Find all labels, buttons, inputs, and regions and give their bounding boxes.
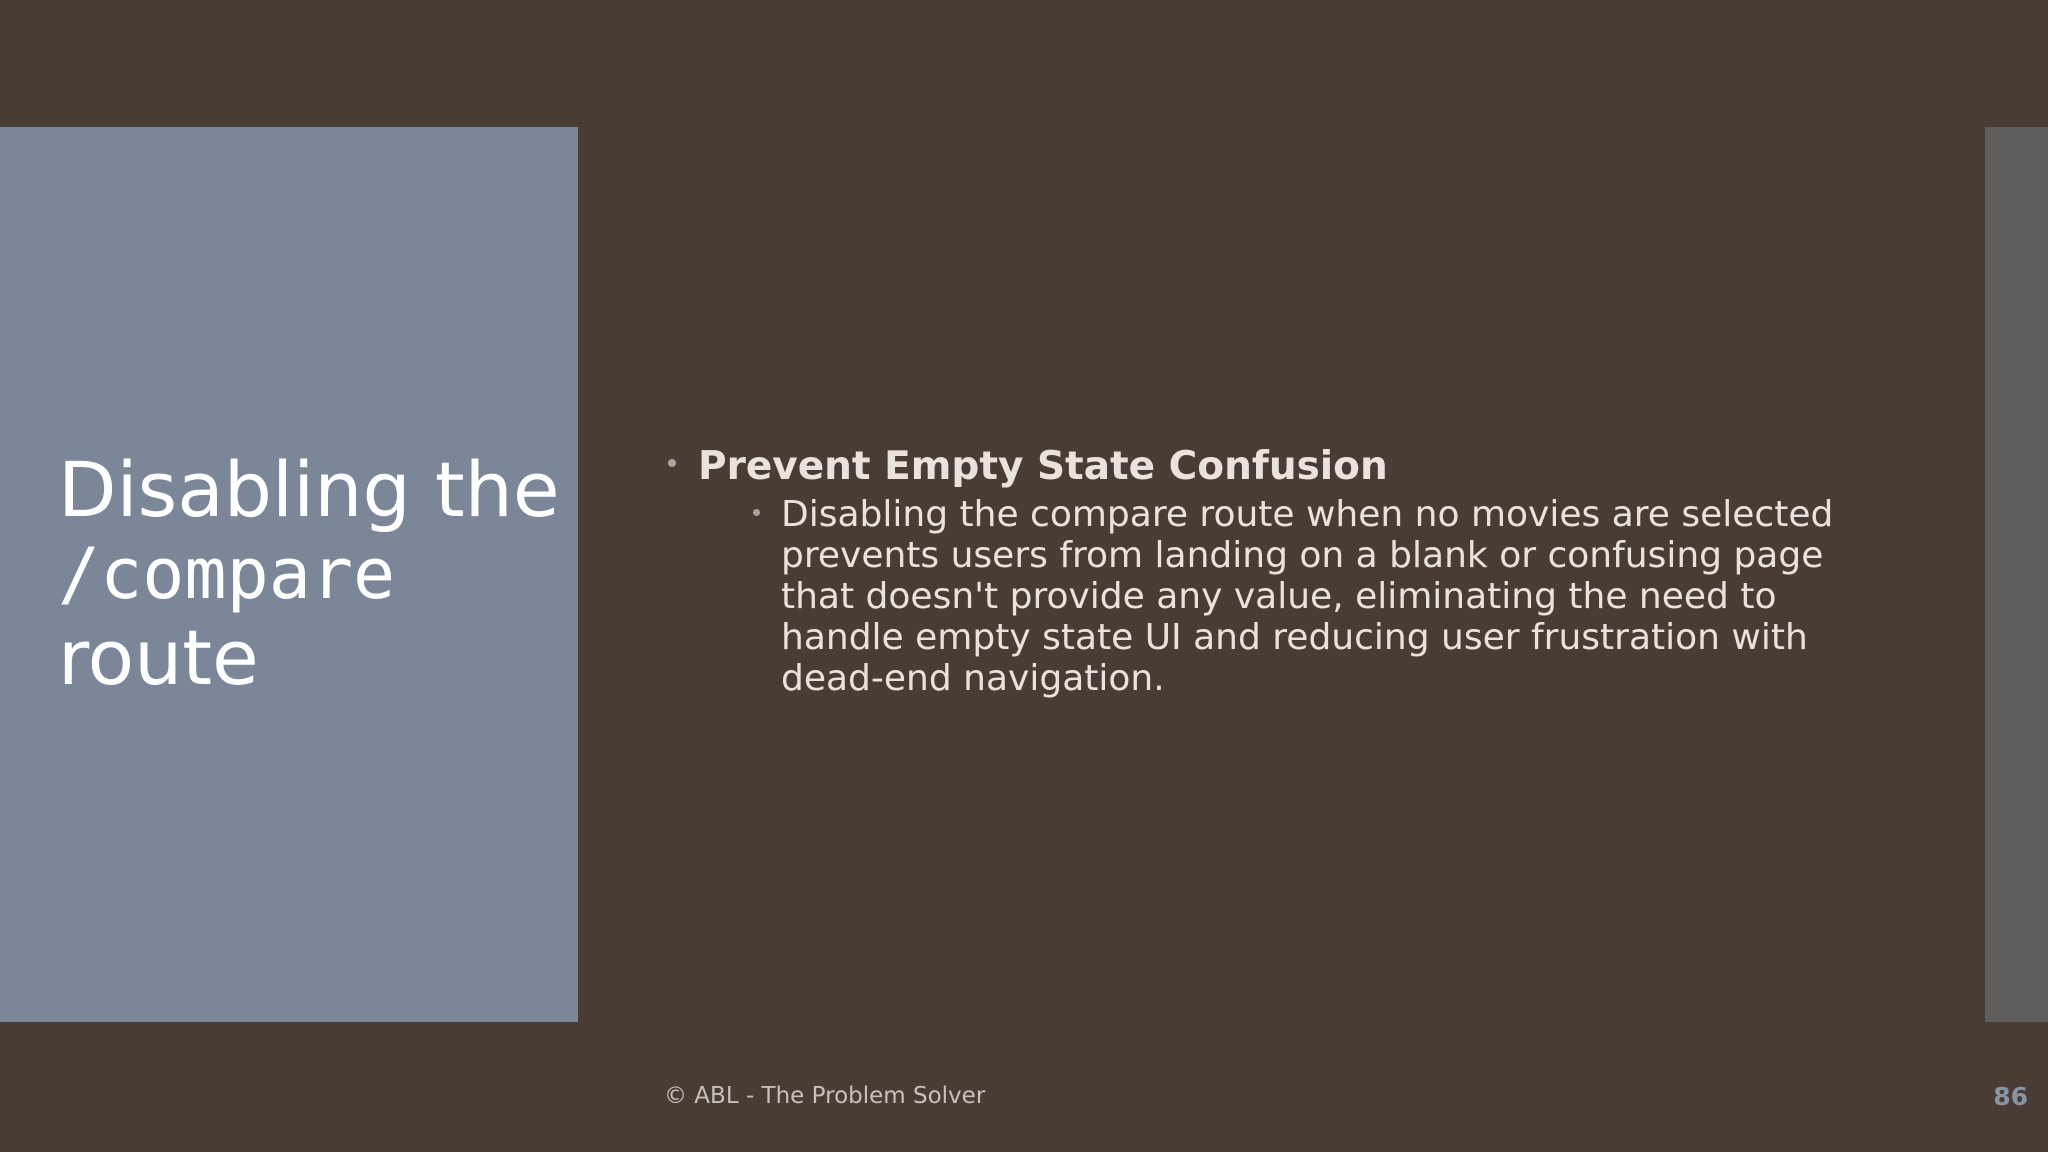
bullet-level-2 — [781, 494, 1871, 699]
slide-content — [664, 440, 1864, 699]
slide-title — [58, 445, 560, 702]
page-number: 86 — [1993, 1082, 2028, 1111]
right-accent-strip — [1985, 127, 2048, 1022]
sub-bullet-dot-icon — [753, 509, 760, 516]
bullet-heading: Prevent Empty State Confusion — [698, 444, 1388, 489]
title-line-3: route — [58, 613, 259, 702]
bullet-body: Disabling the compare route when no movies are selected prevents users from landing on a blank or confusing page that doesn't provide any value, eliminating the need to handle empty state UI and reducing user frustration with dead-end navigation. — [781, 494, 1834, 699]
bullet-level-1 — [664, 440, 1864, 494]
footer-text: © ABL - The Problem Solver — [664, 1083, 986, 1109]
title-line-1: Disabling the — [58, 445, 560, 534]
title-line-2-code: /compare — [58, 533, 396, 615]
bullet-dot-icon — [668, 459, 676, 467]
